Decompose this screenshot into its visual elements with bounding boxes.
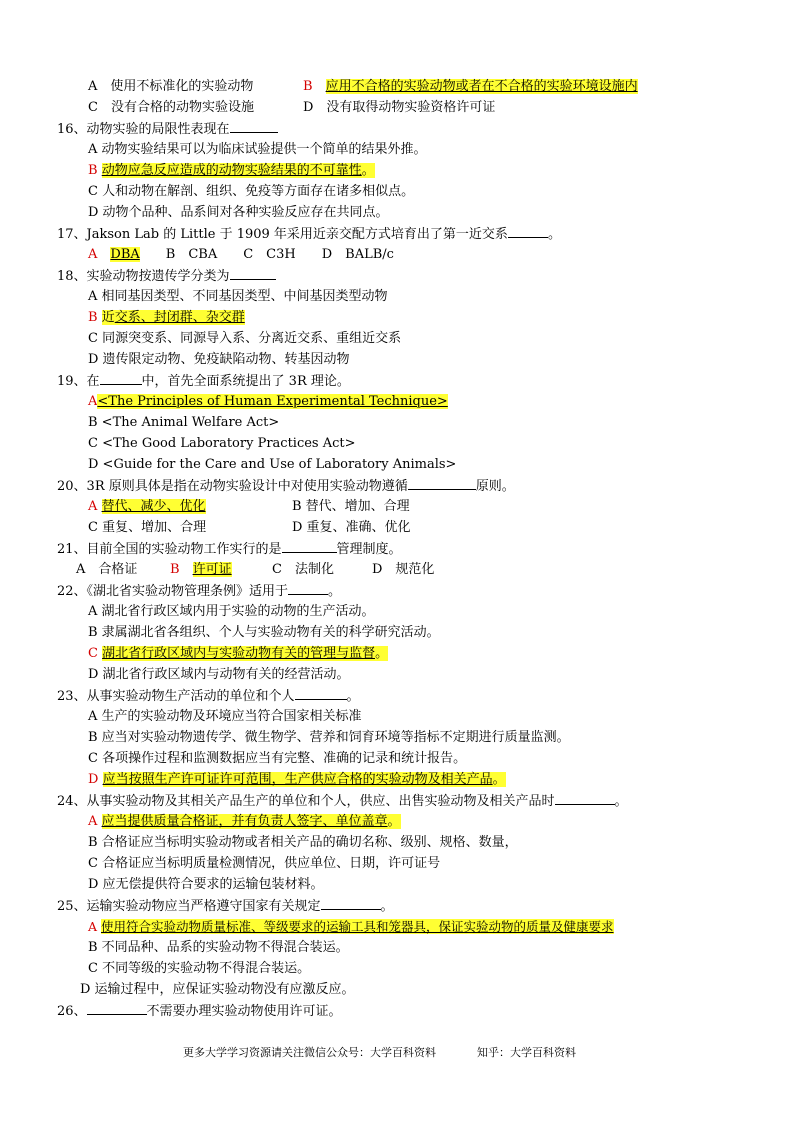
answer-letter: A — [88, 499, 98, 514]
footer-wechat-note: 更多大学学习资源请关注微信公众号：大学百科资料 — [183, 1046, 436, 1059]
q23-option-d: D 应当按照生产许可证许可范围，生产供应合格的实验动物及相关产品。 — [88, 772, 506, 787]
q23-option-b: B 应当对实验动物遗传学、微生物学、营养和饲育环境等指标不定期进行质量监测。 — [88, 730, 570, 745]
q24-option-b: B 合格证应当标明实验动物或者相关产品的确切名称、级别、规格、数量， — [88, 835, 518, 850]
answer-letter: D — [88, 772, 99, 787]
answer-letter: B — [303, 79, 313, 94]
q19-option-d: D <Guide for the Care and Use of Laboratory Animals> — [88, 457, 457, 472]
footer-zhihu-note: 知乎：大学百科资料 — [477, 1046, 576, 1059]
question-22: 22、《湖北省实验动物管理条例》适用于 。 — [57, 584, 342, 599]
answer-highlight: 动物应急反应造成的动物实验结果的不可靠性 — [101, 163, 362, 178]
q15-option-b — [303, 78, 638, 96]
question-17: 17、Jakson Lab 的 Little 于 1909 年采用近亲交配方式培育出了第一近交系 。 — [57, 227, 561, 242]
q16-option-c: C 人和动物在解剖、组织、免疫等方面存在诸多相似点。 — [88, 184, 415, 199]
answer-letter: B — [88, 163, 98, 178]
question-19: 19、在 中，首先全面系统提出了 3R 理论。 — [57, 374, 350, 389]
answer-letter: A — [88, 247, 98, 262]
q20-option-a — [88, 498, 206, 516]
q25-option-d: D 运输过程中，应保证实验动物没有应激反应。 — [80, 982, 355, 997]
q25-option-c: C 不同等级的实验动物不得混合装运。 — [88, 961, 311, 976]
q24-option-d: D 应无偿提供符合要求的运输包装材料。 — [88, 877, 324, 892]
q15-option-a: A 使用不标准化的实验动物 — [88, 79, 254, 94]
q22-option-c: C 湖北省行政区域内与实验动物有关的管理与监督。 — [88, 646, 389, 661]
answer-highlight: 使用符合实验动物质量标准、等级要求的运输工具和笼器具，保证实验动物的质量及健康要求 — [101, 919, 614, 934]
q15-option-d: D 没有取得动物实验资格许可证 — [303, 100, 496, 115]
q23-option-c: C 各项操作过程和监测数据应当有完整、准确的记录和统计报告。 — [88, 751, 467, 766]
q20-option-d: D 重复、准确、优化 — [292, 520, 411, 535]
q16-option-a: A 动物实验结果可以为临床试验提供一个简单的结果外推。 — [88, 142, 427, 157]
answer-highlight: 应用不合格的实验动物或者在不合格的实验环境设施内 — [325, 79, 638, 94]
q18-option-d: D 遗传限定动物、免疫缺陷动物、转基因动物 — [88, 352, 350, 367]
answer-highlight: 应当按照生产许可证许可范围，生产供应合格的实验动物及相关产品 — [102, 772, 493, 787]
q18-option-c: C 同源突变系、同源导入系、分离近交系、重组近交系 — [88, 331, 402, 346]
q19-option-c: C <The Good Laboratory Practices Act> — [88, 436, 356, 451]
q22-option-a: A 湖北省行政区域内用于实验的动物的生产活动。 — [88, 604, 375, 619]
q21-option-a: A 合格证 — [76, 562, 138, 577]
answer-letter: A — [88, 919, 98, 934]
q24-option-a: A 应当提供质量合格证，并有负责人签字、单位盖章。 — [88, 814, 401, 829]
q17-options: A DBA B CBA C C3H D BALB/c — [88, 247, 394, 262]
q23-option-a: A 生产的实验动物及环境应当符合国家相关标准 — [88, 709, 362, 724]
answer-letter: C — [88, 646, 98, 661]
q16-option-b: B 动物应急反应造成的动物实验结果的不可靠性。 — [88, 163, 375, 178]
answer-highlight: <The Principles of Human Experimental Technique> — [97, 394, 448, 409]
q18-option-a: A 相同基因类型、不同基因类型、中间基因类型动物 — [88, 289, 388, 304]
question-20: 20、3R 原则具体是指在动物实验设计中对使用实验动物遵循 原则。 — [57, 479, 515, 494]
q20-option-c: C 重复、增加、合理 — [88, 520, 207, 535]
question-18: 18、实验动物按遗传学分类为 — [57, 267, 276, 286]
q18-option-b: B 近交系、封闭群、杂交群 — [88, 310, 245, 325]
q15-option-c: C 没有合格的动物实验设施 — [88, 100, 254, 115]
question-16: 16、动物实验的局限性表现在 — [57, 120, 278, 139]
q21-option-c: C 法制化 — [272, 562, 334, 577]
q16-option-d: D 动物个品种、品系间对各种实验反应存在共同点。 — [88, 205, 389, 220]
answer-highlight: 替代、减少、优化 — [101, 499, 206, 514]
question-21: 21、目前全国的实验动物工作实行的是 管理制度。 — [57, 542, 402, 557]
q21-option-d: D 规范化 — [372, 562, 435, 577]
q19-option-b: B <The Animal Welfare Act> — [88, 415, 280, 430]
answer-letter: A — [88, 814, 98, 829]
answer-highlight: 交系、封闭群、杂交群 — [114, 310, 245, 325]
q25-option-a — [88, 918, 614, 936]
q19-option-a — [88, 393, 448, 411]
question-26: 26、 不需要办理实验动物使用许可证。 — [57, 1004, 342, 1019]
q22-option-d: D 湖北省行政区域内与动物有关的经营活动。 — [88, 667, 350, 682]
answer-highlight: 应当提供质量合格证，并有负责人签字、单位盖章 — [101, 814, 388, 829]
answer-highlight: 湖北省行政区域内与实验动物有关的管理与监督 — [102, 646, 376, 661]
question-23: 23、从事实验动物生产活动的单位和个人 。 — [57, 689, 360, 704]
q22-option-b: B 隶属湖北省各组织、个人与实验动物有关的科学研究活动。 — [88, 625, 440, 640]
answer-highlight: 许可证 — [192, 562, 232, 577]
q25-option-b: B 不同品种、品系的实验动物不得混合装运。 — [88, 940, 349, 955]
q24-option-c: C 合格证应当标明质量检测情况，供应单位、日期，许可证号 — [88, 856, 441, 871]
page-footer — [183, 1044, 576, 1060]
answer-letter: B — [88, 310, 98, 325]
answer-highlight: DBA — [110, 247, 140, 262]
answer-letter: B — [170, 562, 180, 577]
q20-option-b: B 替代、增加、合理 — [292, 499, 410, 514]
question-25: 25、运输实验动物应当严格遵守国家有关规定 。 — [57, 899, 394, 914]
question-24: 24、从事实验动物及其相关产品生产的单位和个人，供应、出售实验动物及相关产品时 。 — [57, 794, 628, 809]
answer-letter: A — [88, 394, 98, 409]
q21-option-b — [170, 561, 232, 579]
